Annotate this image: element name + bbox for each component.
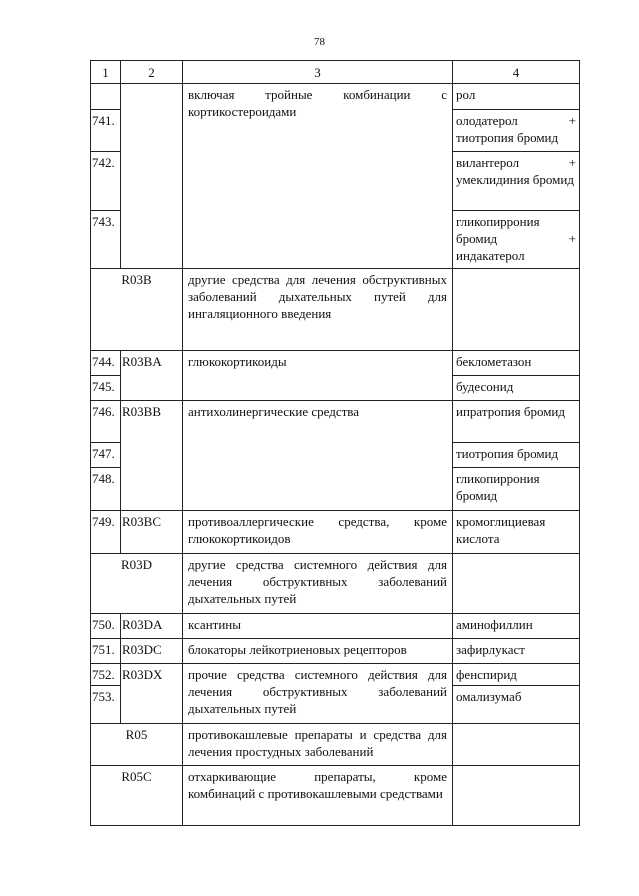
row-number: 745.	[91, 376, 121, 401]
drug-name: гликопиррония бромид + индакатерол	[453, 211, 580, 269]
group-row	[91, 269, 580, 351]
code-cell: R03DX	[121, 664, 183, 724]
group-row	[91, 724, 580, 766]
header-col-2: 2	[121, 61, 183, 84]
drug-list-table	[90, 60, 580, 826]
code-cell: R03BB	[121, 401, 183, 511]
description-cell: ксантины	[183, 614, 453, 639]
row-number: 753.	[91, 686, 121, 724]
row-number: 741.	[91, 110, 121, 152]
drug-name: омализумаб	[453, 686, 580, 724]
drug-name	[453, 724, 580, 766]
group-code: R05	[91, 724, 183, 766]
drug-name: гликопиррония бромид	[453, 468, 580, 511]
header-col-4: 4	[453, 61, 580, 84]
drug-name: рол	[453, 84, 580, 110]
group-code: R05C	[91, 766, 183, 826]
group-code: R03D	[91, 554, 183, 614]
drug-name: будесонид	[453, 376, 580, 401]
code-cell: R03BC	[121, 511, 183, 554]
group-description: другие средства системного действия для лечения обструктивных заболеваний дыхательных путей	[183, 554, 453, 614]
row-number: 749.	[91, 511, 121, 554]
row-number: 748.	[91, 468, 121, 511]
table-row	[91, 401, 580, 443]
header-row	[91, 61, 580, 84]
code-cell: R03DA	[121, 614, 183, 639]
table-row	[91, 664, 580, 686]
description-cell: антихолинергические средства	[183, 401, 453, 511]
code-cell: R03DC	[121, 639, 183, 664]
table-row	[91, 351, 580, 376]
drug-name: олодатерол + тиотропия бромид	[453, 110, 580, 152]
drug-name: кромоглициевая кислота	[453, 511, 580, 554]
drug-name: вилантерол + умеклидиния бромид	[453, 152, 580, 211]
drug-name: беклометазон	[453, 351, 580, 376]
group-description: противокашлевые препараты и средства для лечения простудных заболеваний	[183, 724, 453, 766]
row-number: 742.	[91, 152, 121, 211]
drug-name	[453, 269, 580, 351]
code-cell: R03BA	[121, 351, 183, 401]
drug-name: аминофиллин	[453, 614, 580, 639]
description-cell: прочие средства системного действия для лечения обструктивных заболеваний дыхательных путей	[183, 664, 453, 724]
description-cell: включая тройные комбинации с кортикостероидами	[183, 84, 453, 269]
row-number: 750.	[91, 614, 121, 639]
row-number	[91, 84, 121, 110]
row-number: 751.	[91, 639, 121, 664]
row-number: 743.	[91, 211, 121, 269]
drug-name: фенспирид	[453, 664, 580, 686]
table-row	[91, 614, 580, 639]
drug-name: зафирлукаст	[453, 639, 580, 664]
row-number: 746.	[91, 401, 121, 443]
description-cell: блокаторы лейкотриеновых рецепторов	[183, 639, 453, 664]
group-code: R03B	[91, 269, 183, 351]
row-number: 747.	[91, 443, 121, 468]
description-cell: противоаллергические средства, кроме глюкокортикоидов	[183, 511, 453, 554]
drug-name: тиотропия бромид	[453, 443, 580, 468]
description-cell: глюкокортикоиды	[183, 351, 453, 401]
group-description: отхаркивающие препараты, кроме комбинаций с противокашлевыми средствами	[183, 766, 453, 826]
table-row	[91, 84, 580, 110]
drug-name: ипратропия бромид	[453, 401, 580, 443]
drug-name	[453, 766, 580, 826]
page-number: 78	[314, 36, 325, 48]
code-cell	[121, 84, 183, 269]
row-number: 744.	[91, 351, 121, 376]
row-number: 752.	[91, 664, 121, 686]
header-col-1: 1	[91, 61, 121, 84]
table-row	[91, 511, 580, 554]
group-row	[91, 554, 580, 614]
drug-name	[453, 554, 580, 614]
table-row	[91, 639, 580, 664]
header-col-3: 3	[183, 61, 453, 84]
group-description: другие средства для лечения обструктивных заболеваний дыхательных путей для ингаляционного введения	[183, 269, 453, 351]
group-row	[91, 766, 580, 826]
